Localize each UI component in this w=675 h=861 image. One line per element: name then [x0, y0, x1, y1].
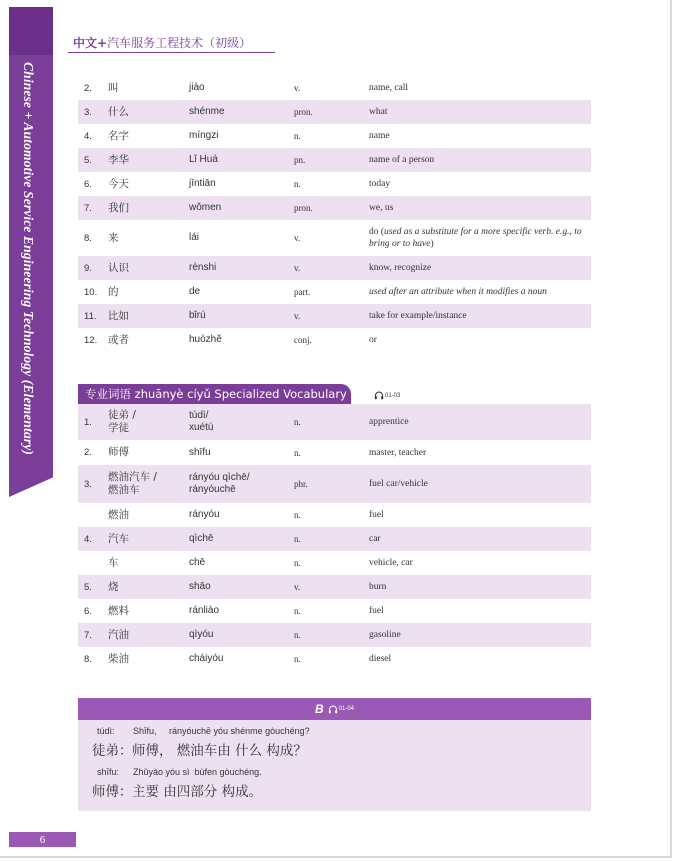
dialogue-speaker-pinyin: túdì:	[97, 726, 115, 736]
audio-code: 01-04	[338, 706, 355, 712]
dialogue-body	[78, 720, 591, 811]
audio-code: 01-03	[385, 392, 401, 399]
vocab-row	[78, 465, 591, 503]
vocab-row	[78, 172, 591, 196]
vocab-hanzi: 李华	[108, 153, 129, 166]
vocab-number: 5.	[84, 154, 92, 166]
dialogue-speaker-hanzi: 师傅：	[92, 784, 133, 800]
vocab-pos: n.	[294, 447, 301, 458]
vocab-english: burn	[369, 582, 387, 592]
vocab-hanzi: 师傅	[108, 446, 129, 458]
vocab-pos: v.	[294, 83, 301, 93]
vocab-pos: pn.	[294, 155, 306, 165]
vocab-hanzi-line: 学徒	[108, 422, 129, 434]
vocab-row	[78, 440, 591, 465]
vocab-pinyin: míngzi	[189, 130, 219, 141]
vocab-hanzi: 车	[108, 556, 119, 569]
vocab-number: 8.	[84, 653, 92, 665]
audio-track-01-03[interactable]	[374, 391, 400, 400]
book-title-chinese: 中文	[73, 36, 98, 50]
vocab-pinyin: bǐrú	[189, 310, 206, 321]
vocab-pos: v.	[294, 233, 301, 243]
dialogue-speaker-pinyin: shīfu:	[97, 767, 120, 777]
vocab-row	[78, 304, 591, 328]
dialogue-letter: B	[314, 702, 324, 716]
vocab-hanzi-line: 燃油汽车 /	[108, 471, 157, 483]
book-title-plus: +	[97, 36, 108, 50]
vocab-hanzi	[108, 471, 157, 497]
vocab-hanzi: 柴油	[108, 652, 129, 665]
vocab-pinyin-line: túdì/	[189, 410, 209, 421]
vocab-hanzi	[108, 409, 136, 435]
vocab-hanzi: 比如	[108, 309, 129, 322]
vocab-number: 4.	[84, 533, 92, 545]
vocab-number: 2.	[84, 82, 92, 94]
specialized-vocab-table	[78, 404, 591, 671]
book-title-subject: 汽车服务工程技术（初级）	[107, 36, 252, 50]
vocab-pos: n.	[294, 606, 301, 616]
book-title	[73, 34, 251, 51]
vocab-english: car	[369, 534, 381, 544]
vocab-english-note: used after an attribute when it modifies a noun	[369, 287, 547, 297]
vocab-english-suffix: )	[430, 239, 434, 249]
vocab-pinyin: jīntiān	[189, 178, 216, 189]
vocab-row	[78, 404, 591, 440]
vocab-english: name of a person	[369, 155, 435, 165]
vocab-pos: v.	[294, 582, 301, 592]
vocab-hanzi-line: 燃油车	[108, 484, 140, 496]
vocab-row	[78, 256, 591, 280]
vocab-hanzi: 认识	[108, 261, 129, 274]
vocab-hanzi: 来	[108, 231, 119, 244]
vocab-pos: n.	[294, 534, 301, 544]
vocab-number: 11.	[84, 310, 97, 322]
vocab-number: 12.	[84, 334, 98, 346]
vocab-pinyin: wǒmen	[189, 202, 222, 213]
vocab-row	[78, 148, 591, 172]
vocab-pinyin-line: rányóu qìchē/	[189, 472, 250, 483]
vocab-row	[78, 503, 591, 527]
vocab-pos: n.	[294, 654, 301, 664]
audio-track-01-04[interactable]	[328, 705, 354, 714]
headphones-icon	[328, 705, 338, 714]
headphones-icon	[374, 391, 384, 400]
vocab-row	[78, 76, 591, 100]
vocab-row	[78, 647, 591, 671]
vocab-english: fuel	[369, 606, 384, 616]
vocab-pos: n.	[294, 131, 301, 141]
dialogue-line-pinyin: Shīfu, rányóuchē yóu shénme gòuchéng?	[133, 726, 310, 736]
vocab-english: fuel	[369, 510, 384, 520]
side-banner-cap	[9, 7, 53, 55]
header-rule	[68, 52, 275, 53]
vocab-row	[78, 280, 591, 304]
vocab-number: 8.	[84, 232, 92, 244]
vocab-pos: phr.	[294, 479, 308, 489]
vocab-english: know, recognize	[369, 263, 432, 273]
vocab-pinyin: de	[189, 286, 201, 297]
vocab-pinyin-line: rányóuchē	[189, 484, 236, 495]
vocab-row	[78, 196, 591, 220]
vocab-pos: v.	[294, 263, 301, 273]
vocab-number: 3.	[84, 478, 92, 490]
vocab-row	[78, 100, 591, 124]
vocab-row	[78, 328, 591, 352]
vocab-pinyin	[189, 472, 250, 496]
vocab-english: master, teacher	[369, 447, 427, 458]
vocab-pinyin: shénme	[189, 106, 225, 117]
vocab-english: take for example/instance	[369, 311, 467, 321]
vocab-hanzi: 名字	[108, 129, 129, 142]
dialogue-header	[78, 698, 591, 720]
vocab-pinyin: huòzhě	[189, 334, 222, 345]
vocab-number: 1.	[84, 416, 92, 428]
side-banner-title: Chinese + Automotive Service Engineering Technology (Elementary)	[21, 62, 36, 455]
vocab-hanzi: 的	[108, 285, 119, 298]
vocab-hanzi: 叫	[108, 81, 119, 94]
vocab-hanzi: 汽车	[108, 532, 129, 545]
vocab-english: what	[369, 107, 388, 117]
vocab-pinyin: cháiyóu	[189, 653, 224, 664]
dialogue-line-hanzi: 主要 由四部分 构成。	[132, 784, 263, 800]
vocab-pinyin-line: xuétú	[189, 422, 214, 433]
vocab-english: today	[369, 179, 391, 189]
vocab-number: 9.	[84, 262, 92, 274]
dialogue-speaker-hanzi: 徒弟：	[92, 743, 133, 759]
vocab-number: 7.	[84, 202, 92, 214]
vocab-english: name, call	[369, 83, 409, 93]
vocab-hanzi: 燃油	[108, 508, 129, 521]
page-number: 6	[39, 833, 46, 846]
dialogue-line-hanzi: 师傅， 燃油车由 什么 构成？	[132, 743, 307, 759]
vocab-row	[78, 551, 591, 575]
vocab-pos: pron.	[294, 107, 313, 117]
vocab-pinyin: Lǐ Huá	[189, 154, 218, 165]
vocab-english	[369, 286, 584, 298]
vocab-pos: n.	[294, 630, 301, 640]
vocab-hanzi: 汽油	[108, 628, 129, 641]
vocab-english: diesel	[369, 654, 392, 664]
vocab-hanzi: 或者	[108, 333, 129, 346]
vocab-english-note: used as a substitute for a more specific verb. e.g., to bring or to have	[369, 227, 582, 249]
vocab-hanzi: 烧	[108, 580, 119, 593]
vocab-row	[78, 623, 591, 647]
vocab-pos: n.	[294, 510, 301, 520]
vocab-english: vehicle, car	[369, 558, 413, 568]
vocab-pos: n.	[294, 179, 301, 189]
vocab-number: 3.	[84, 106, 92, 118]
vocab-number: 4.	[84, 130, 92, 142]
vocab-row	[78, 575, 591, 599]
vocab-number: 10.	[84, 286, 98, 298]
vocab-pinyin: rányóu	[189, 509, 220, 520]
vocab-pinyin: chē	[189, 557, 206, 568]
vocab-row	[78, 220, 591, 256]
vocab-hanzi-line: 徒弟 /	[108, 409, 136, 421]
dialogue-line-pinyin: Zhǔyào yóu sì bùfen gòuchéng.	[133, 767, 262, 777]
vocab-pos: n.	[294, 417, 301, 427]
vocab-pos: v.	[294, 311, 301, 321]
vocab-hanzi: 燃料	[108, 604, 129, 617]
vocab-hanzi: 我们	[108, 201, 129, 214]
vocab-hanzi: 什么	[108, 105, 129, 118]
specialized-vocab-title: 专业词语 zhuānyè cíyǔ Specialized Vocabulary	[85, 387, 347, 401]
vocab-english: name	[369, 131, 390, 141]
vocab-pinyin: shīfu	[189, 446, 211, 458]
vocab-pinyin: qìyóu	[189, 629, 214, 640]
vocab-english	[369, 226, 584, 250]
vocab-english: fuel car/vehicle	[369, 479, 428, 489]
vocab-english: or	[369, 335, 377, 345]
vocab-pos: pron.	[294, 203, 313, 213]
vocab-hanzi: 今天	[108, 177, 129, 190]
vocab-pos: conj.	[294, 335, 312, 345]
vocab-number: 7.	[84, 629, 92, 641]
vocab-pinyin: qìchē	[189, 533, 214, 544]
vocab-pinyin: ránliào	[189, 605, 220, 616]
vocab-english: we, us	[369, 203, 394, 213]
vocab-pinyin	[189, 410, 213, 434]
vocab-english: gasoline	[369, 630, 401, 640]
page-number-bar	[9, 832, 76, 847]
vocab-number: 6.	[84, 605, 92, 617]
vocab-pinyin: shāo	[189, 581, 211, 592]
vocab-english: apprentice	[369, 417, 409, 427]
vocab-pinyin: lái	[189, 232, 200, 243]
vocab-table	[78, 76, 591, 352]
vocab-english-prefix: do (	[369, 227, 385, 237]
vocab-number: 5.	[84, 581, 92, 593]
vocab-pos: n.	[294, 558, 301, 568]
vocab-pos: part.	[294, 287, 311, 297]
vocab-row	[78, 124, 591, 148]
vocab-row	[78, 527, 591, 551]
vocab-number: 2.	[84, 447, 92, 458]
vocab-pinyin: jiào	[189, 82, 205, 93]
specialized-vocab-header	[78, 384, 351, 404]
vocab-pinyin: rènshi	[189, 262, 217, 273]
vocab-row	[78, 599, 591, 623]
vocab-number: 6.	[84, 178, 92, 190]
